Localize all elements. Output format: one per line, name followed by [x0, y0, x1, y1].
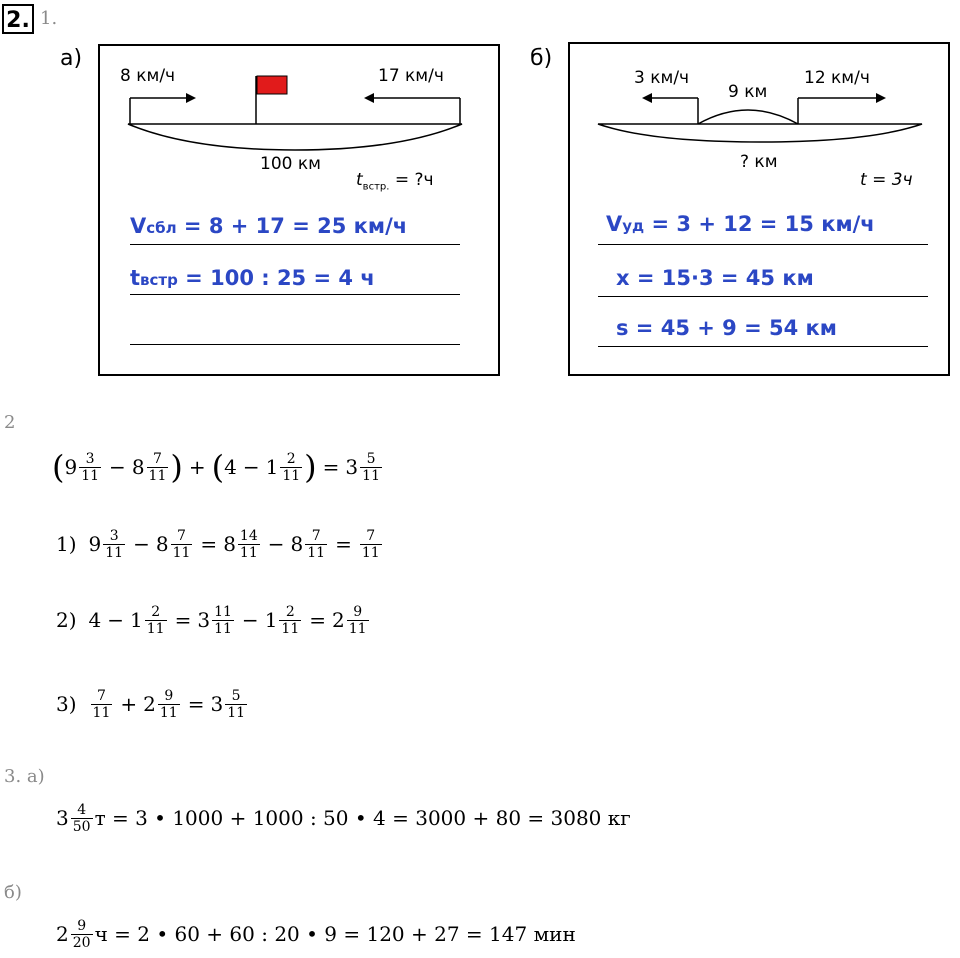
- answer-rule-3: [130, 344, 460, 345]
- distance-x-line: x = 15·3 = 45 км: [616, 266, 814, 290]
- answer-rule-1: [598, 244, 928, 245]
- meeting-time-label: $t_{встр.}$ = ?ч: [356, 170, 434, 193]
- item2-step-3: 3) $\frac{7}{11}$ + 2 $\frac{9}{11}$ = 3 $\frac{5}{11}$: [56, 687, 246, 721]
- answer-rule-2: [598, 296, 928, 297]
- item2-step-1: 1) 9 $\frac{3}{11}$ − 8 $\frac{7}{11}$ = 8 $\frac{14}{11}$ − 8 $\frac{7}{11}$ = $\frac{7}{11}$: [56, 527, 380, 561]
- answer-rule-1: [130, 244, 460, 245]
- item-2-label: 2: [4, 412, 16, 433]
- item3-a-equation: 3 $\frac{4}{50}$ т = 3 • 1000 + 1000 : 50 • 4 = 3000 + 80 = 3080 кг: [56, 801, 631, 835]
- gap-label: 9 км: [728, 82, 768, 102]
- distance-label: 100 км: [260, 154, 321, 174]
- item-3a-label: 3. а): [4, 766, 45, 787]
- speed-right-label: 17 км/ч: [378, 66, 444, 86]
- speed-left-label: 3 км/ч: [634, 68, 690, 88]
- total-distance-line: s = 45 + 9 = 54 км: [616, 316, 837, 340]
- item-3b-label: б): [4, 882, 22, 903]
- panel-b: [568, 42, 950, 376]
- item2-step-2: 2) 4 − 1 $\frac{2}{11}$ = 3 $\frac{11}{11}$ − 1 $\frac{2}{11}$ = 2 $\frac{9}{11}$: [56, 603, 367, 637]
- speed-left-label: 8 км/ч: [120, 66, 176, 86]
- item-1-label: 1.: [40, 8, 58, 29]
- item3-b-equation: 2 $\frac{9}{20}$ ч = 2 • 60 + 60 : 20 • 9 = 120 + 27 = 147 мин: [56, 917, 576, 951]
- panel-b-letter: б): [530, 46, 553, 71]
- answer-rule-3: [598, 346, 928, 347]
- panel-a-letter: а): [60, 46, 83, 71]
- answer-rule-2: [130, 294, 460, 295]
- approach-speed-line: Vсбл = 8 + 17 = 25 км/ч: [130, 214, 408, 238]
- item2-main-equation: ( 9 $\frac{3}{11}$ − 8 $\frac{7}{11}$ ) + ( 4 − 1 $\frac{2}{11}$ ) = 3 $\frac{5}{11}$: [52, 448, 380, 486]
- time-label: t = 3ч: [860, 170, 913, 190]
- meeting-time-line: tвстр = 100 : 25 = 4 ч: [130, 266, 375, 290]
- panel-a: [98, 44, 500, 376]
- separation-speed-line: Vуд = 3 + 12 = 15 км/ч: [606, 212, 875, 236]
- task-number-badge: 2.: [2, 4, 34, 34]
- distance-label: ? км: [740, 152, 778, 172]
- speed-right-label: 12 км/ч: [804, 68, 870, 88]
